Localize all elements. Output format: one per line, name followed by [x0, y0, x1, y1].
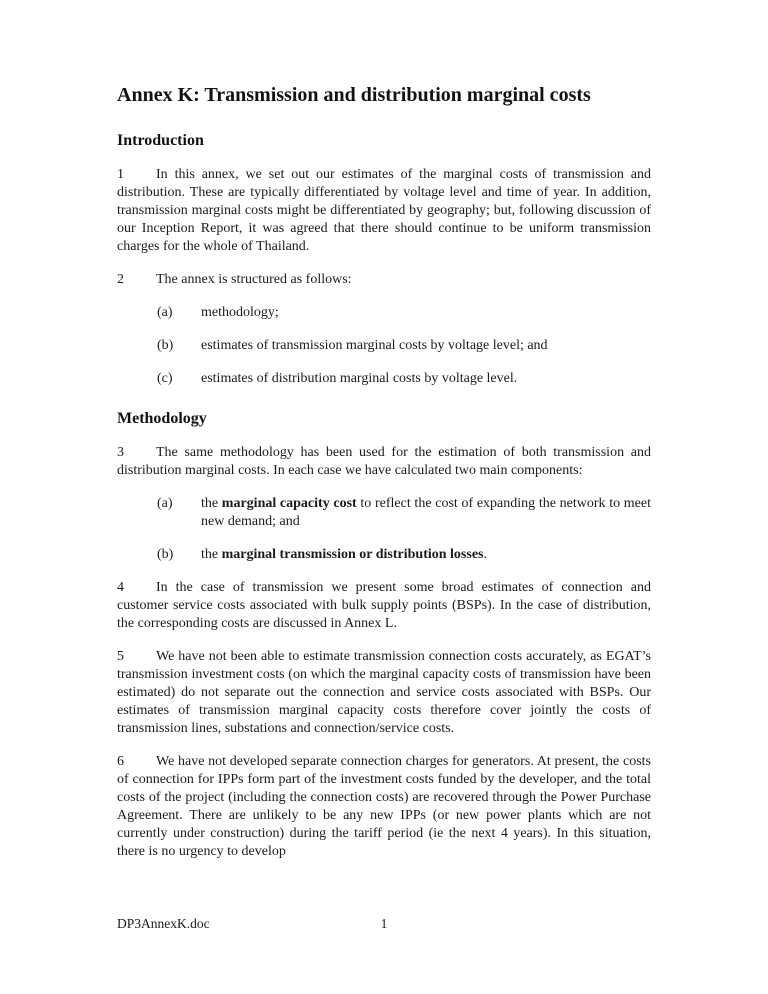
- paragraph-number: 3: [117, 445, 124, 460]
- paragraph-text: In this annex, we set out our estimates of the marginal costs of transmission and distribution. These are typically differentiated by voltage level and time of year. In addition, transmission marginal costs might be differentiated by geography; but, following discussion of our Inception Report, it was agreed that there should continue to be uniform transmission charges for the whole of Thailand.: [117, 167, 651, 254]
- paragraph-5: [117, 648, 651, 738]
- paragraph-number: 2: [117, 272, 124, 287]
- list-item-text-bold: marginal capacity cost: [221, 496, 357, 511]
- list-item-label: (a): [157, 496, 173, 511]
- paragraph-text: The annex is structured as follows:: [156, 272, 352, 287]
- paragraph-number: 5: [117, 649, 124, 664]
- paragraph-text: In the case of transmission we present some broad estimates of connection and customer service costs associated with bulk supply points (BSPs). In the case of distribution, the corresponding costs are discussed in Annex L.: [117, 580, 651, 631]
- section-heading-methodology: Methodology: [117, 410, 207, 427]
- list-item-label: (c): [157, 371, 173, 386]
- paragraph-text: We have not been able to estimate transmission connection costs accurately, as EGAT’s transmission investment costs (on which the marginal capacity costs of transmission have been estimated) do not separate out the connection and service costs associated with BSPs. Our estimates of transmission marginal capacity costs therefore cover jointly the costs of transmission lines, substations and connection/service costs.: [117, 649, 651, 736]
- list-item-text-post: .: [483, 547, 487, 562]
- methodology-list-item-a: [157, 495, 651, 531]
- list-item-text-bold: marginal transmission or distribution losses: [221, 547, 484, 562]
- list-item-b: [157, 337, 651, 355]
- paragraph-6: [117, 753, 651, 861]
- section-heading-introduction: Introduction: [117, 132, 204, 149]
- document-title: Annex K: Transmission and distribution marginal costs: [117, 84, 591, 106]
- list-item-label: (b): [157, 547, 174, 562]
- footer-page-number: 1: [380, 916, 388, 931]
- paragraph-text: The same methodology has been used for the estimation of both transmission and distribution marginal costs. In each case we have calculated two main components:: [117, 445, 651, 478]
- paragraph-2: [117, 271, 651, 289]
- footer-filename: DP3AnnexK.doc: [117, 916, 210, 931]
- paragraph-number: 4: [117, 580, 124, 595]
- paragraph-4: [117, 579, 651, 633]
- paragraph-number: 6: [117, 754, 124, 769]
- list-item-label: (a): [157, 305, 173, 320]
- list-item-text-pre: the: [201, 496, 222, 511]
- list-item-text-post: to reflect the cost of expanding the network to meet new demand; and: [201, 496, 651, 529]
- list-item-label: (b): [157, 338, 174, 353]
- list-item-text: methodology;: [201, 305, 279, 320]
- list-item-c: [157, 370, 651, 388]
- page-content: [117, 80, 651, 861]
- list-item-a: [157, 304, 651, 322]
- paragraph-number: 1: [117, 167, 124, 182]
- paragraph-1: [117, 166, 651, 256]
- list-item-text: estimates of distribution marginal costs by voltage level.: [201, 371, 518, 386]
- list-item-text-pre: the: [201, 547, 222, 562]
- paragraph-text: We have not developed separate connection charges for generators. At present, the costs of connection for IPPs form part of the investment costs funded by the developer, and the total costs of the project (including the connection costs) are recovered through the Power Purchase Agreement. There are unlikely to be any new IPPs (or new power plants which are not currently under construction) during the tariff period (ie the next 4 years). In this situation, there is no urgency to develop: [117, 754, 651, 859]
- paragraph-3: [117, 444, 651, 480]
- list-item-text: estimates of transmission marginal costs by voltage level; and: [201, 338, 548, 353]
- methodology-list-item-b: [157, 546, 651, 564]
